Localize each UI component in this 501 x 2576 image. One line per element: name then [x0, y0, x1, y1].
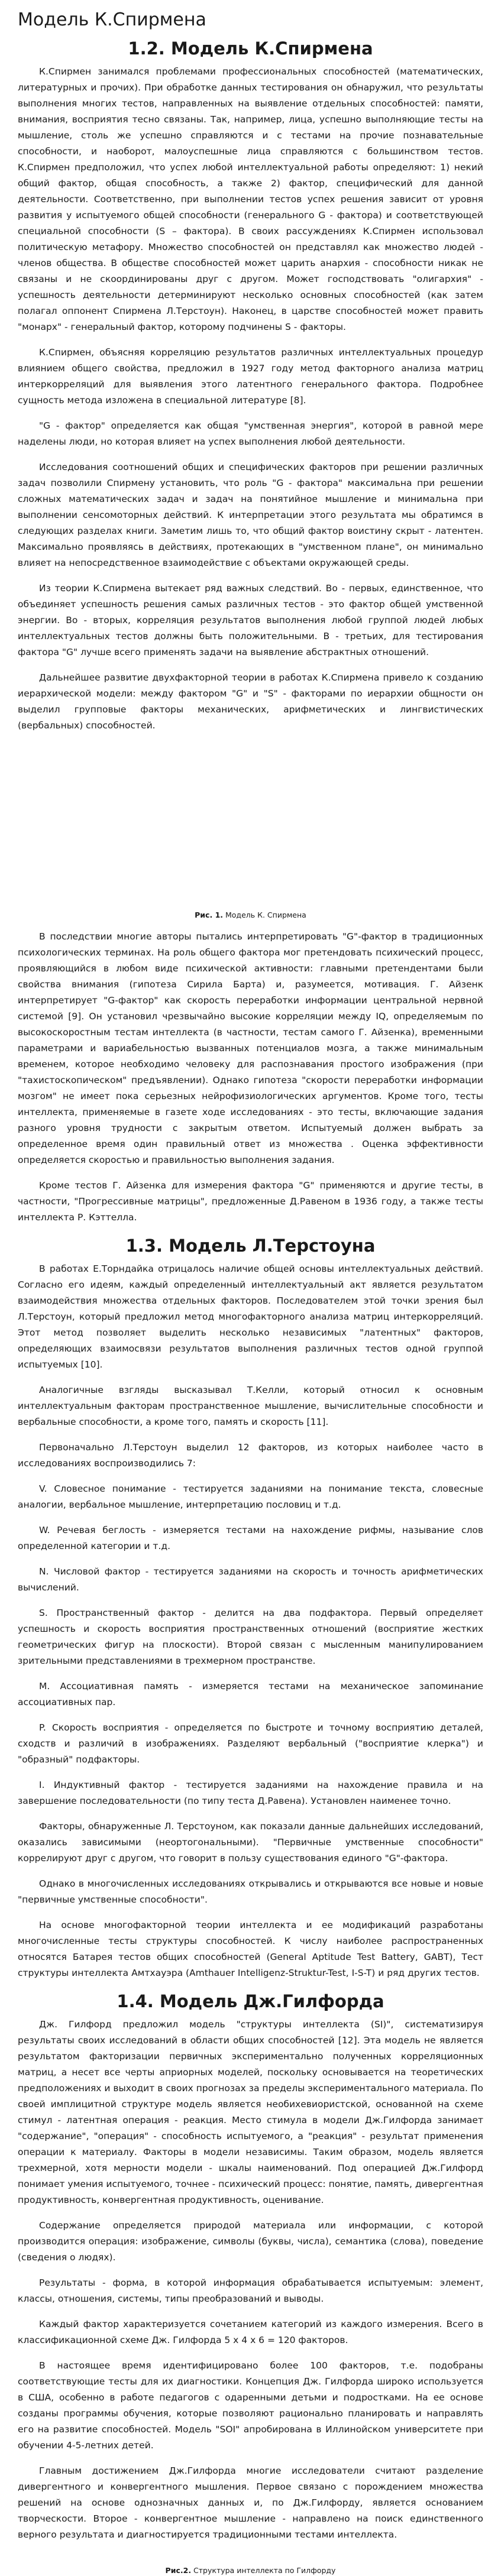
page-title: Модель К.Спирмена [18, 9, 206, 30]
figure-caption [166, 2565, 336, 2576]
paragraph: Результаты - форма, в которой информация обрабатывается испытуемым: элемент, классы, отношения, системы, типы преобразований и выводы. [18, 2277, 483, 2304]
figure-caption-number: Рис.2. [165, 2566, 192, 2575]
factor-item: M. Ассоциативная память - измеряется тестами на механическое запоминание ассоциативных пар. [18, 1681, 483, 1707]
paragraph: К.Спирмен, объясняя корреляцию результатов различных интеллектуальных процедур влиянием общего свойства, предложил в 1927 году метод факторного анализа матриц интеркорреляций для выявления этого латентного генерального фактора. Подробнее сущность метода изложена в специальной литературе [8]. [18, 347, 483, 406]
paragraph: Исследования соотношений общих и специфических факторов при решении различных задач позволили Спирмену установить, что роль "G - фактора" максимальна при решении сложных математических задач и задач на понятийное мышление и минимальна при выполнении сенсомоторных действий. К интерпретации этого результата мы обратимся в следующих разделах книги. Заметим лишь то, что общий фактор воистину скрыт - латентен. Максимально проявляясь в действиях, протекающих в "умственном плане", он минимально влияет на непосредственное взаимодействие с объектами окружающей среды. [18, 462, 483, 568]
figure-caption-number: Рис. 1. [195, 910, 224, 919]
paragraph: В настоящее время идентифицировано более 100 факторов, т.е. подобраны соответствующие тесты для их диагностики. Концепция Дж. Гилфорда широко используется в США, особенно в работе педагогов с одаренными детьми и подростками. На ее основе созданы программы обучения, которые позволяют рационально планировать и направлять его на развитие способностей. Модель "SOI" апробирована в Иллинойском университете при обучении 4-5-летних детей. [18, 2360, 483, 2451]
section-heading-guilford: 1.4. Модель Дж.Гилфорда [117, 1991, 384, 2011]
figure-2-placeholder [18, 2552, 483, 2576]
paragraph: На основе многофакторной теории интеллекта и ее модификаций разработаны многочисленные тесты структуры способностей. К числу наиболее распространенных относятся Батарея тестов общих способностей (General Aptitude Test Battery, GABT), Тест структуры интеллекта Амтхауэра (Amthauer Intelligenz-Struktur-Test, I-S-T) и ряд других тестов. [18, 1920, 483, 1978]
paragraph: Факторы, обнаруженные Л. Терстоуном, как показали данные дальнейших исследований, оказались зависимыми (неортогональными). "Первичные умственные способности" коррелируют друг с другом, что говорит в пользу существования единого "G"-фактора. [18, 1821, 483, 1864]
paragraph: В последствии многие авторы пытались интерпретировать "G"-фактор в традиционных психологических терминах. На роль общего фактора мог претендовать психический процесс, проявляющийся в любом виде психической активности: главными претендентами были свойства внимания (гипотеза Сирила Барта) и, разумеется, мотивация. Г. Айзенк интерпретирует "G-фактор" как скорость переработки информации центральной нервной системой [9]. Он установил чрезвычайно высокие корреляции между IQ, определяемым по высокоскоростным тестам интеллекта (в частности, тестам самого Г. Айзенка), временными параметрами и вариабельностью вызванных потенциалов мозга, а также минимальным временем, которое необходимо человеку для распознавания простого изображения (при "тахистоскопическом" предъявлении). Однако гипотеза "скорости переработки информации мозгом" не имеет пока серьезных нейрофизиологических аргументов. Кроме того, тесты интеллекта, применяемые в газете ходе исследованиях - это тесты, включающие задания разного уровня трудности с закрытым ответом. Испытуемый должен выбрать за определенное время один правильный ответ из множества . Оценка эффективности определяется скоростью и правильностью выполнения задания. [18, 931, 483, 1165]
figure-caption [195, 910, 306, 921]
factor-item: N. Числовой фактор - тестируется заданиями на скорость и точность арифметических вычислений. [18, 1566, 483, 1593]
factor-item: V. Словесное понимание - тестируется заданиями на понимание текста, словесные аналогии, вербальное мышление, интерпретацию пословиц и т.д. [18, 1483, 483, 1510]
paragraph: В работах Е.Торндайка отрицалось наличие общей основы интеллектуальных действий. Согласно его идеям, каждый определенный интеллектуальный акт является результатом взаимодействия множества отдельных факторов. Последователем этой точки зрения был Л.Терстоун, который предложил метод многофакторного анализа матриц интеркорреляций. Этот метод позволяет выделить несколько независимых "латентных" факторов, определяющих взаимосвязи результатов выполнения различных тестов одной группой испытуемых [10]. [18, 1263, 483, 1370]
figure-caption-text: Модель К. Спирмена [223, 910, 306, 919]
factor-item: P. Скорость восприятия - определяется по быстроте и точному восприятию деталей, сходств и различий в изображениях. Разделяют вербальный ("восприятие клерка") и "образный" подфакторы. [18, 1722, 483, 1765]
paragraph: Из теории К.Спирмена вытекает ряд важных следствий. Во - первых, единственное, что объединяет успешность решения самых различных тестов - это фактор общей умственной энергии. Во - вторых, корреляция результатов выполнения любой группой людей любых интеллектуальных тестов должны быть положительными. В - третьих, для тестирования фактора "G" лучше всего применять задачи на выявление абстрактных отношений. [18, 583, 483, 657]
paragraph: Дальнейшее развитие двухфакторной теории в работах К.Спирмена привело к созданию иерархической модели: между фактором "G" и "S" - факторами по иерархии общности он выделил групповые факторы механических, арифметических и лингвистических (вербальных) способностей. [18, 672, 483, 731]
paragraph: Дж. Гилфорд предложил модель "структуры интеллекта (SI)", систематизируя результаты своих исследований в области общих способностей [12]. Эта модель не является результатом факторизации первичных экспериментально полученных корреляционных матриц, а несет все черты априорных моделей, поскольку основывается на теоретических предположениях и выходит в своих прогнозах за пределы экспериментального материала. По своей имплицитной структуре модель является необихевиористской, основанной на схеме стимул - латентная операция - реакция. Место стимула в модели Дж.Гилфорда занимает "содержание", "операция" - способность испытуемого, а "реакция" - результат применения операции к материалу. Факторы в модели независимы. Таким образом, модель является трехмерной, хотя мерности модели - шкалы наименований. Под операцией Дж.Гилфорд понимает умения испытуемого, точнее - психический процесс: понятие, память, дивергентная продуктивность, конвергентная продуктивность, оценивание. [18, 2019, 483, 2205]
factor-item: S. Пространственный фактор - делится на два подфактора. Первый определяет успешность и скорость восприятия пространственных отношений (восприятие жестких геометрических фигур на плоскости). Второй связан с мысленным манипулированием зрительными представлениями в трехмерном пространстве. [18, 1608, 483, 1666]
paragraph: Однако в многочисленных исследованиях открывались и открываются все новые и новые "первичные умственные способности". [18, 1878, 483, 1905]
factor-item: I. Индуктивный фактор - тестируется заданиями на нахождение правила и на завершение последовательности (по типу теста Д.Равена). Установлен наименее точно. [18, 1780, 483, 1806]
paragraph: Первоначально Л.Терстоун выделил 12 факторов, из которых наиболее часто в исследованиях воспроизводились 7: [18, 1442, 483, 1469]
paragraph: Главным достижением Дж.Гилфорда многие исследователи считают разделение дивергентного и конвергентного мышления. Первое связано с порождением множества решений на основе однозначных данных и, по Дж.Гилфорду, является основанием творческости. Второе - конвергентное мышление - направлено на поиск единственного верного результата и диагностируется традиционными тестами интеллекта. [18, 2465, 483, 2540]
figure-caption-text: Структура интеллекта по Гилфорду [191, 2566, 336, 2575]
paragraph: Аналогичные взгляды высказывал Т.Келли, который относил к основным интеллектуальным факторам пространственное мышление, вычислительные способности и вербальные способности, а кроме того, память и скорость [11]. [18, 1385, 483, 1427]
factor-item: W. Речевая беглость - измеряется тестами на нахождение рифмы, называние слов определенной категории и т.д. [18, 1525, 483, 1551]
section-heading-spearman: 1.2. Модель К.Спирмена [128, 38, 373, 59]
figure-1-placeholder [18, 743, 483, 921]
paragraph: К.Спирмен занимался проблемами профессиональных способностей (математических, литературных и прочих). При обработке данных тестирования он обнаружил, что результаты выполнения многих тестов, направленных на выявление отдельных способностей: памяти, внимания, восприятия тесно связаны. Так, например, лица, успешно выполняющие тесты на мышление, столь же успешно справляются и с тестами на прочие познавательные способности, и наоборот, малоуспешные лица справляются с большинством тестов. К.Спирмен предположил, что успех любой интеллектуальной работы определяют: 1) некий общий фактор, общая способность, а также 2) фактор, специфический для данной деятельности. Соответственно, при выполнении тестов успех решения зависит от уровня развития у испытуемого общей способности (генерального G - фактора) и соответствующей специальной способности (S – фактора). В своих рассуждениях К.Спирмен использовал политическую метафору. Множество способностей он представлял как множество людей - членов общества. В обществе способностей может царить анархия - способности никак не связаны и не скоординированы друг с другом. Может господствовать "олигархия" - успешность деятельности детерминируют несколько основных способностей (как затем полагал оппонент Спирмена Л.Терстоун). Наконец, в царстве способностей может править "монарх" - генеральный фактор, которому подчинены S - факторы. [18, 66, 483, 332]
paragraph: "G - фактор" определяется как общая "умственная энергия", которой в равной мере наделены люди, но которая влияет на успех выполнения любой деятельности. [18, 420, 483, 447]
section-heading-thurstone: 1.3. Модель Л.Терстоуна [125, 1236, 376, 1256]
paragraph: Содержание определяется природой материала или информации, с которой производится операция: изображение, символы (буквы, числа), семантика (слова), поведение (сведения о людях). [18, 2220, 483, 2263]
paragraph: Кроме тестов Г. Айзенка для измерения фактора "G" применяются и другие тесты, в частности, "Прогрессивные матрицы", предложенные Д.Равеном в 1936 году, а также тесты интеллекта Р. Кэттелла. [18, 1180, 483, 1223]
paragraph: Каждый фактор характеризуется сочетанием категорий из каждого измерения. Всего в классификационной схеме Дж. Гилфорда 5 х 4 х 6 = 120 факторов. [18, 2319, 483, 2345]
